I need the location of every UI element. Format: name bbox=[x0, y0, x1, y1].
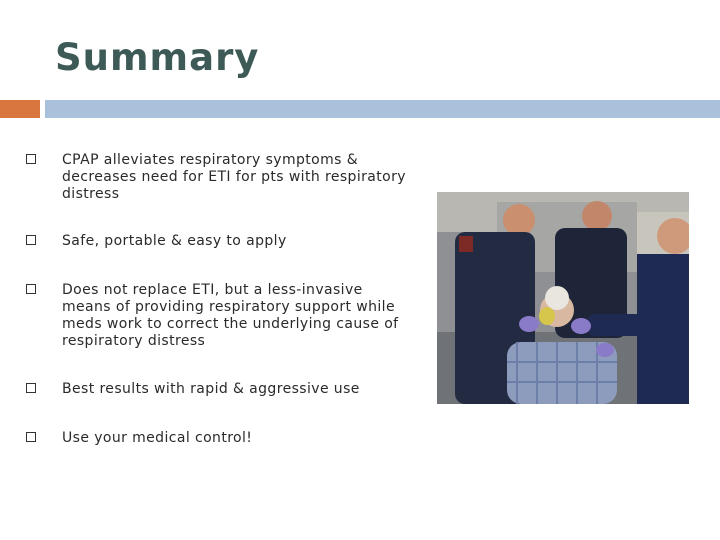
slide-title: Summary bbox=[55, 36, 260, 79]
bullet-item bbox=[26, 233, 411, 250]
square-bullet-icon bbox=[26, 432, 36, 442]
bullet-text: Best results with rapid & aggressive use bbox=[62, 381, 360, 397]
bullet-text: CPAP alleviates respiratory symptoms & decreases need for ETI for pts with respiratory distress bbox=[62, 152, 406, 202]
bullet-text: Safe, portable & easy to apply bbox=[62, 233, 287, 249]
bullet-item bbox=[26, 381, 411, 398]
square-bullet-icon bbox=[26, 284, 36, 294]
square-bullet-icon bbox=[26, 235, 36, 245]
bullet-list bbox=[26, 152, 411, 447]
bullet-item bbox=[26, 152, 411, 203]
bullet-item bbox=[26, 282, 411, 350]
accent-bar-blue bbox=[45, 100, 720, 118]
paramedics-cpap-photo bbox=[437, 192, 689, 404]
photo-illustration bbox=[437, 192, 689, 404]
bullet-item bbox=[26, 430, 411, 447]
accent-bar-orange bbox=[0, 100, 40, 118]
bullet-text: Use your medical control! bbox=[62, 430, 253, 446]
square-bullet-icon bbox=[26, 154, 36, 164]
square-bullet-icon bbox=[26, 383, 36, 393]
bullet-text: Does not replace ETI, but a less-invasive means of providing respiratory support while meds work to correct the underlying cause of respiratory distress bbox=[62, 282, 399, 349]
